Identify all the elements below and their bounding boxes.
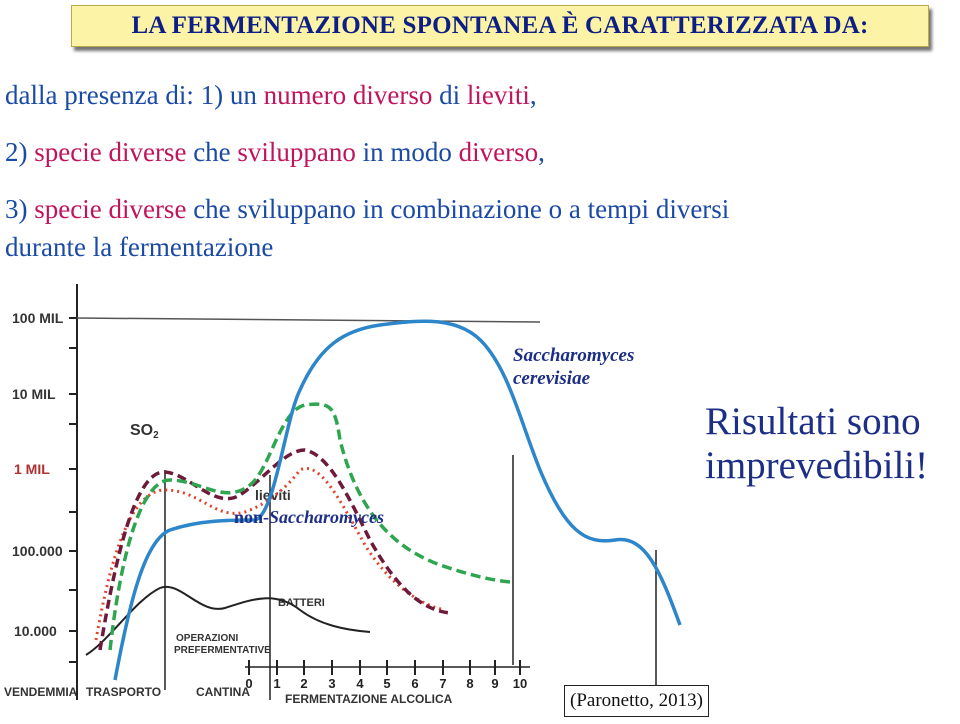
so2-label: SO2	[130, 422, 159, 441]
text-segment: ,	[529, 80, 537, 110]
x-tick-label: 8	[466, 676, 474, 691]
x-tick-label: 4	[356, 676, 364, 691]
x-tick-label: 0	[245, 676, 253, 691]
stage-label-vendemmia: VENDEMMIA	[4, 685, 78, 699]
x-tick-label: 3	[328, 676, 336, 691]
text-line-4: durante la fermentazione	[5, 232, 274, 262]
text-segment: ,	[538, 137, 545, 167]
non-saccharomyces-name: Saccharomyces	[269, 507, 384, 527]
text-segment: dalla presenza di: 1) un	[5, 80, 264, 110]
text-highlight: specie diverse	[34, 137, 187, 167]
x-tick-label: 5	[383, 676, 391, 691]
y-label-100mil: 100 MIL	[12, 310, 64, 326]
text-highlight: lieviti	[466, 80, 530, 110]
text-line-3	[5, 194, 729, 225]
text-highlight: numero diverso	[263, 80, 433, 110]
text-line-2	[5, 137, 545, 168]
text-segment: di	[432, 80, 467, 110]
operazioni-label-2: PREFERMENTATIVE	[174, 645, 271, 656]
max-line	[77, 318, 540, 322]
result-line: Risultati sono	[705, 400, 921, 443]
y-label-10mil: 10 MIL	[12, 386, 56, 402]
x-tick-label: 1	[273, 676, 281, 691]
text-highlight: diverso	[458, 137, 539, 167]
non-prefix: non-	[234, 507, 270, 527]
saccharomyces-label	[513, 344, 634, 390]
x-tick-label: 6	[411, 676, 419, 691]
x-tick-label: 2	[300, 676, 308, 691]
text-segment: che	[186, 137, 238, 167]
saccharomyces-label-line: Saccharomyces	[513, 345, 635, 366]
stage-label-cantina: CANTINA	[196, 685, 250, 699]
x-tick-label: 7	[439, 676, 447, 691]
text-line-1	[5, 80, 537, 111]
saccharomyces-label-line: cerevisiae	[513, 368, 591, 389]
text-segment: 2)	[5, 137, 35, 167]
x-tick-label: 10	[512, 676, 528, 691]
fermentation-label: FERMENTAZIONE ALCOLICA	[285, 692, 453, 706]
text-segment: 3)	[5, 194, 35, 224]
slide-title: LA FERMENTAZIONE SPONTANEA È CARATTERIZZATA DA:	[71, 5, 929, 47]
text-segment: in modo	[355, 137, 459, 167]
batteri-label: BATTERI	[278, 597, 325, 609]
non-saccharomyces-label	[234, 507, 384, 528]
text-highlight: sviluppano	[237, 137, 356, 167]
y-ticks	[69, 318, 77, 662]
fermentation-chart	[0, 280, 960, 724]
citation-box: (Paronetto, 2013)	[564, 685, 709, 717]
y-label-10000: 10.000	[14, 623, 57, 639]
lieviti-label: lieviti	[255, 487, 291, 503]
operazioni-label-1: OPERAZIONI	[176, 633, 239, 644]
text-highlight: specie diverse	[34, 194, 187, 224]
text-segment: che sviluppano in combinazione o a tempi diversi	[186, 194, 730, 224]
y-label-100000: 100.000	[12, 543, 63, 559]
result-text	[705, 400, 928, 488]
result-line: imprevedibili!	[705, 444, 929, 487]
stage-label-trasporto: TRASPORTO	[86, 685, 162, 699]
y-label-1mil: 1 MIL	[14, 461, 50, 477]
x-tick-label: 9	[491, 676, 499, 691]
